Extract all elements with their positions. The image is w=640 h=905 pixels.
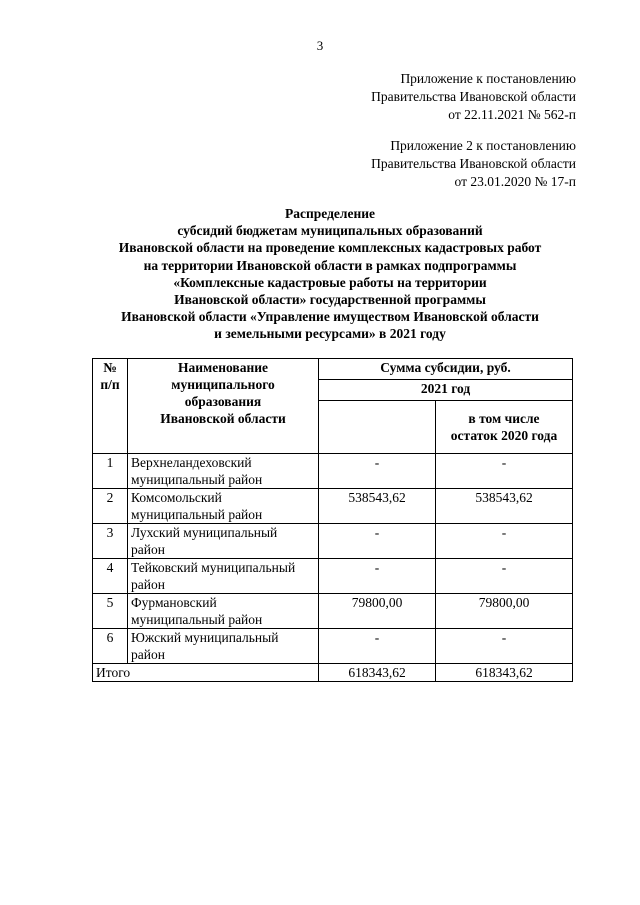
municipality-line-2: район [131,542,165,557]
table-row [93,629,573,664]
row-municipality [128,454,319,489]
municipality-line-2: муниципальный район [131,612,263,627]
header-number [93,359,128,454]
header-sum-empty [319,401,436,454]
title-line: Ивановской области на проведение комплексных кадастровых работ [118,240,542,256]
row-number: 1 [93,454,128,489]
header-name-line-1: Наименование [178,360,268,375]
municipality-line-1: Фурмановский [131,595,217,610]
appendix-2-line-3: от 23.01.2020 № 17-п [454,174,576,189]
municipality-line-1: Лухский муниципальный [131,525,278,540]
municipality-line-2: район [131,577,165,592]
appendix-2-line-2: Правительства Ивановской области [371,156,576,171]
municipality-line-2: район [131,647,165,662]
row-municipality [128,524,319,559]
municipality-line-2: муниципальный район [131,507,263,522]
municipality-line-2: муниципальный район [131,472,263,487]
table-row [93,524,573,559]
total-sum: 618343,62 [319,664,436,682]
title-line: Ивановской области «Управление имуществом Ивановской области [121,309,539,325]
total-row [93,664,573,682]
page-number: 3 [316,38,324,53]
header-number-line-2: п/п [100,377,120,392]
title-line: на территории Ивановской области в рамках подпрограммы [143,257,517,273]
row-including: - [436,454,573,489]
title-line: субсидий бюджетам муниципальных образований [177,223,483,239]
title-line: и земельными ресурсами» в 2021 году [214,326,446,342]
total-including: 618343,62 [436,664,573,682]
table-row [93,594,573,629]
row-sum: 79800,00 [319,594,436,629]
header-year: 2021 год [319,380,573,401]
table-row [93,559,573,594]
row-including: 79800,00 [436,594,573,629]
row-sum: 538543,62 [319,489,436,524]
row-sum: - [319,629,436,664]
header-sum-title: Сумма субсидии, руб. [319,359,573,380]
subsidy-distribution-table [92,358,573,682]
appendix-2-line-1: Приложение 2 к постановлению [390,138,576,153]
row-number: 2 [93,489,128,524]
row-municipality [128,559,319,594]
row-including: - [436,629,573,664]
row-municipality [128,489,319,524]
header-name-line-3: образования [184,394,262,409]
appendix-note-2 [371,137,576,191]
municipality-line-1: Южский муниципальный [131,630,279,645]
row-sum: - [319,454,436,489]
appendix-1-line-2: Правительства Ивановской области [371,89,576,104]
municipality-line-1: Тейковский муниципальный [131,560,296,575]
table-row [93,454,573,489]
row-municipality [128,629,319,664]
total-label: Итого [93,664,319,682]
header-name [128,359,319,454]
header-name-line-4: Ивановской области [160,411,286,426]
row-municipality [128,594,319,629]
header-name-line-2: муниципального [171,377,275,392]
title-line: Распределение [284,206,376,221]
appendix-note-1 [371,70,576,124]
appendix-1-line-3: от 22.11.2021 № 562-п [448,107,576,122]
row-including: 538543,62 [436,489,573,524]
row-number: 5 [93,594,128,629]
header-including [436,401,573,454]
header-including-line-1: в том числе [468,411,540,426]
title-line: Ивановской области» государственной программы [174,292,486,308]
row-sum: - [319,559,436,594]
header-number-line-1: № [103,360,117,375]
row-including: - [436,559,573,594]
row-number: 4 [93,559,128,594]
title-line: «Комплексные кадастровые работы на территории [173,274,487,290]
appendix-1-line-1: Приложение к постановлению [400,71,576,86]
municipality-line-1: Верхнеландеховский [131,455,252,470]
row-including: - [436,524,573,559]
header-including-line-2: остаток 2020 года [450,428,558,443]
document-title [60,205,600,343]
row-number: 3 [93,524,128,559]
row-number: 6 [93,629,128,664]
table-row [93,489,573,524]
row-sum: - [319,524,436,559]
municipality-line-1: Комсомольский [131,490,222,505]
